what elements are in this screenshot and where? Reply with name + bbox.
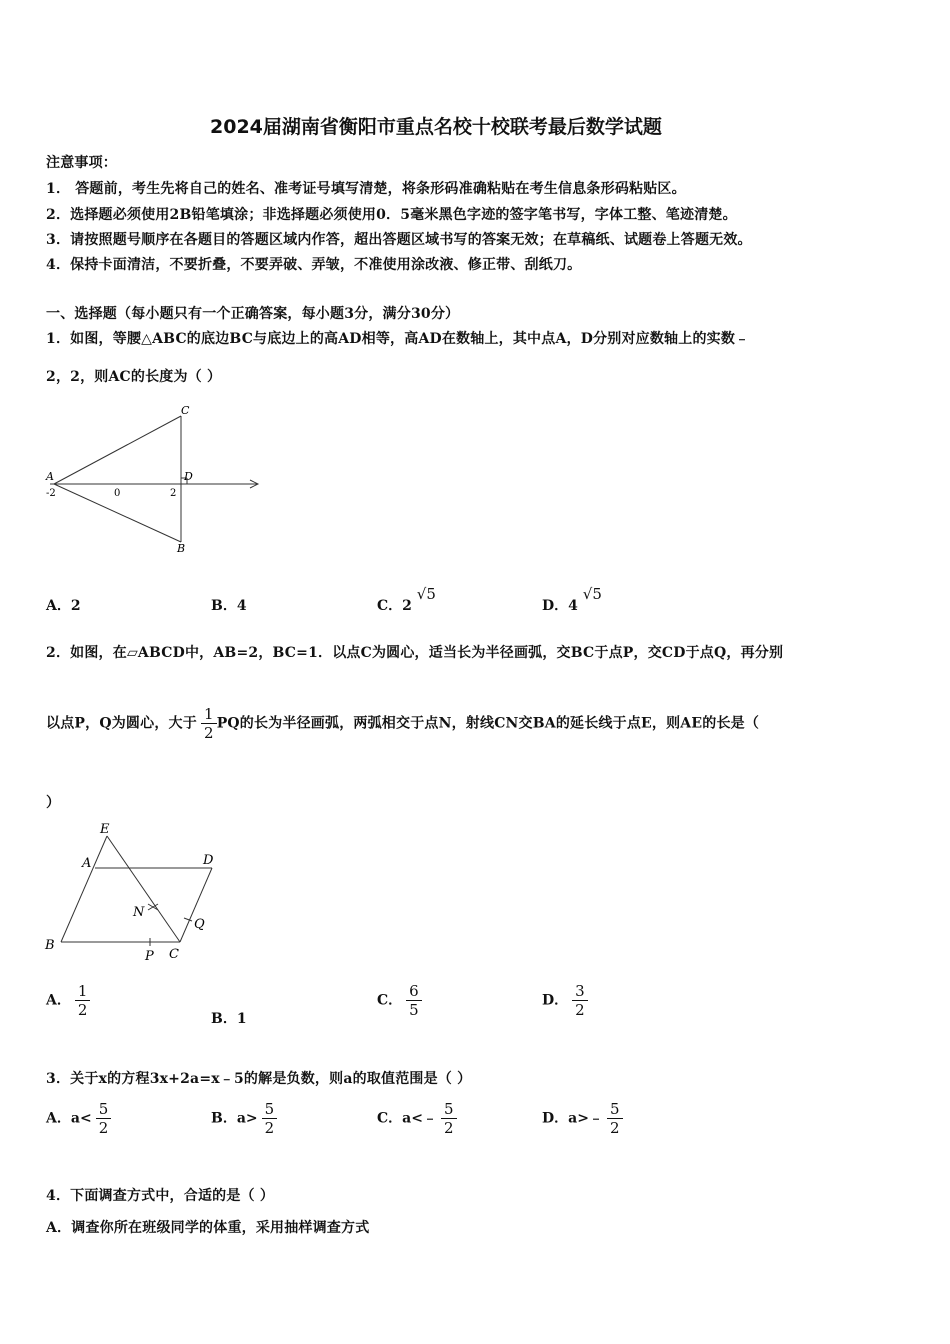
q3-option-a[interactable] xyxy=(46,1100,111,1137)
notice-item-2: 2．选择题必须使用2B铅笔填涂；非选择题必须使用0．5毫米黑色字迹的签字笔书写，字体工整、笔迹清楚。 xyxy=(46,207,737,223)
fraction-numerator: 3 xyxy=(575,982,585,1000)
option-fraction xyxy=(441,1100,457,1137)
q2-option-b[interactable] xyxy=(211,1008,247,1028)
fraction-denominator: 2 xyxy=(572,1000,588,1019)
option-letter: A． xyxy=(46,598,71,614)
q2-stem-post: PQ的长为半径画弧，两弧相交于点N，射线CN交BA的延长线于点E，则AE的长是（ xyxy=(216,715,760,732)
fraction-numerator: 6 xyxy=(409,982,419,1000)
q2-half-fraction xyxy=(201,705,217,742)
q1-option-a[interactable] xyxy=(46,595,81,615)
q2-option-a[interactable] xyxy=(46,982,90,1019)
option-letter: B． xyxy=(211,598,237,614)
option-letter: C． xyxy=(377,1110,403,1127)
option-letter: A． xyxy=(46,1110,71,1127)
q3-option-b[interactable] xyxy=(211,1100,277,1137)
label-p: P xyxy=(145,949,154,964)
notice-item-4: 4．保持卡面清洁，不要折叠，不要弄破、弄皱，不准使用涂改液、修正带、刮纸刀。 xyxy=(46,257,582,273)
option-fraction xyxy=(572,982,588,1019)
option-radical: √5 xyxy=(416,585,436,603)
option-letter: B． xyxy=(211,1110,237,1127)
fraction-numerator: 5 xyxy=(609,1100,620,1118)
notice-item-1: 1． 答题前，考生先将自己的姓名、准考证号填写清楚，将条形码准确粘贴在考生信息条形码粘贴区。 xyxy=(46,181,686,197)
q4-option-a[interactable]: A．调查你所在班级同学的体重，采用抽样调查方式 xyxy=(46,1220,370,1236)
option-value: 4 xyxy=(236,598,247,614)
label-q: Q xyxy=(194,917,205,932)
option-fraction xyxy=(607,1100,623,1137)
arc-mark-q xyxy=(184,918,192,921)
fraction-denominator: 2 xyxy=(201,723,217,742)
option-value: 2 xyxy=(70,598,81,614)
section-heading: 一、选择题（每小题只有一个正确答案，每小题3分，满分30分） xyxy=(46,306,460,322)
fraction-denominator: 2 xyxy=(96,1118,112,1137)
option-letter: B． xyxy=(211,1011,237,1027)
fraction-numerator: 5 xyxy=(443,1100,454,1118)
q1-option-c[interactable] xyxy=(377,584,436,614)
segment-ac xyxy=(54,416,181,484)
segment-be xyxy=(61,836,107,942)
label-e: E xyxy=(100,822,110,837)
fraction-denominator: 2 xyxy=(262,1118,278,1137)
notice-heading: 注意事项： xyxy=(46,155,117,171)
label-d: D xyxy=(203,853,214,868)
option-letter: C． xyxy=(377,992,403,1009)
page-title: 2024届湖南省衡阳市重点名校十校联考最后数学试题 xyxy=(210,116,662,138)
option-letter: D． xyxy=(542,598,569,614)
label-c: C xyxy=(169,947,179,962)
label-d: D xyxy=(184,470,193,483)
q3-stem: 3．关于x的方程3x+2a=x﹣5的解是负数，则a的取值范围是（ ） xyxy=(46,1071,472,1087)
fraction-denominator: 2 xyxy=(75,1000,91,1019)
label-b: B xyxy=(45,938,55,953)
label-a: A xyxy=(46,470,54,483)
fraction-numerator: 5 xyxy=(98,1100,109,1118)
q1-option-d[interactable] xyxy=(542,584,602,614)
tick-neg2: -2 xyxy=(46,488,56,499)
option-value: 4 xyxy=(568,598,578,614)
tick-2: 2 xyxy=(170,488,177,499)
q2-option-d[interactable] xyxy=(542,982,588,1019)
option-letter: A． xyxy=(46,992,71,1009)
q2-option-c[interactable] xyxy=(377,982,422,1019)
q2-stem-line3: ） xyxy=(46,795,61,811)
fraction-denominator: 2 xyxy=(607,1118,623,1137)
ray-ec xyxy=(107,836,180,942)
option-expr: a>﹣ xyxy=(568,1110,603,1127)
notice-item-3: 3．请按照题号顺序在各题目的答题区域内作答，超出答题区域书写的答案无效；在草稿纸、试题卷上答题无效。 xyxy=(46,232,752,248)
option-expr: a> xyxy=(236,1110,258,1127)
q1-figure xyxy=(40,400,270,560)
fraction-numerator: 1 xyxy=(77,982,88,1000)
label-c: C xyxy=(181,404,190,417)
option-letter: D． xyxy=(542,992,569,1009)
option-expr: a< xyxy=(70,1110,92,1127)
fraction-numerator: 1 xyxy=(203,705,214,723)
option-value: 2 xyxy=(402,598,412,614)
q1-option-b[interactable] xyxy=(211,595,247,615)
q1-stem-line1: 1．如图，等腰△ABC的底边BC与底边上的高AD相等，高AD在数轴上，其中点A，D分别对应数轴上的实数﹣ xyxy=(46,331,750,347)
q2-stem-pre: 以点P，Q为圆心，大于 xyxy=(46,715,197,732)
fraction-numerator: 5 xyxy=(264,1100,275,1118)
option-value: 1 xyxy=(236,1011,247,1027)
fraction-denominator: 5 xyxy=(406,1000,422,1019)
q2-stem-line1: 2．如图，在▱ABCD中，AB=2，BC=1．以点C为圆心，适当长为半径画弧，交BC于点P，交CD于点Q，再分别 xyxy=(46,645,784,661)
option-letter: C． xyxy=(377,598,403,614)
option-letter: D． xyxy=(542,1110,569,1127)
q3-option-d[interactable] xyxy=(542,1100,623,1137)
label-a: A xyxy=(82,856,92,871)
option-fraction xyxy=(75,982,91,1019)
q2-figure xyxy=(40,818,230,968)
q4-stem: 4．下面调查方式中，合适的是（ ） xyxy=(46,1188,275,1204)
option-fraction xyxy=(406,982,422,1019)
option-radical: √5 xyxy=(582,585,602,603)
q2-stem-line2 xyxy=(46,705,759,742)
option-expr: a<﹣ xyxy=(402,1110,437,1127)
option-fraction xyxy=(262,1100,278,1137)
q1-stem-line2: 2，2，则AC的长度为（ ） xyxy=(46,369,222,385)
q3-option-c[interactable] xyxy=(377,1100,457,1137)
tick-0: 0 xyxy=(114,488,121,499)
fraction-denominator: 2 xyxy=(441,1118,457,1137)
option-fraction xyxy=(96,1100,112,1137)
label-n: N xyxy=(133,905,145,920)
label-b: B xyxy=(177,542,186,555)
